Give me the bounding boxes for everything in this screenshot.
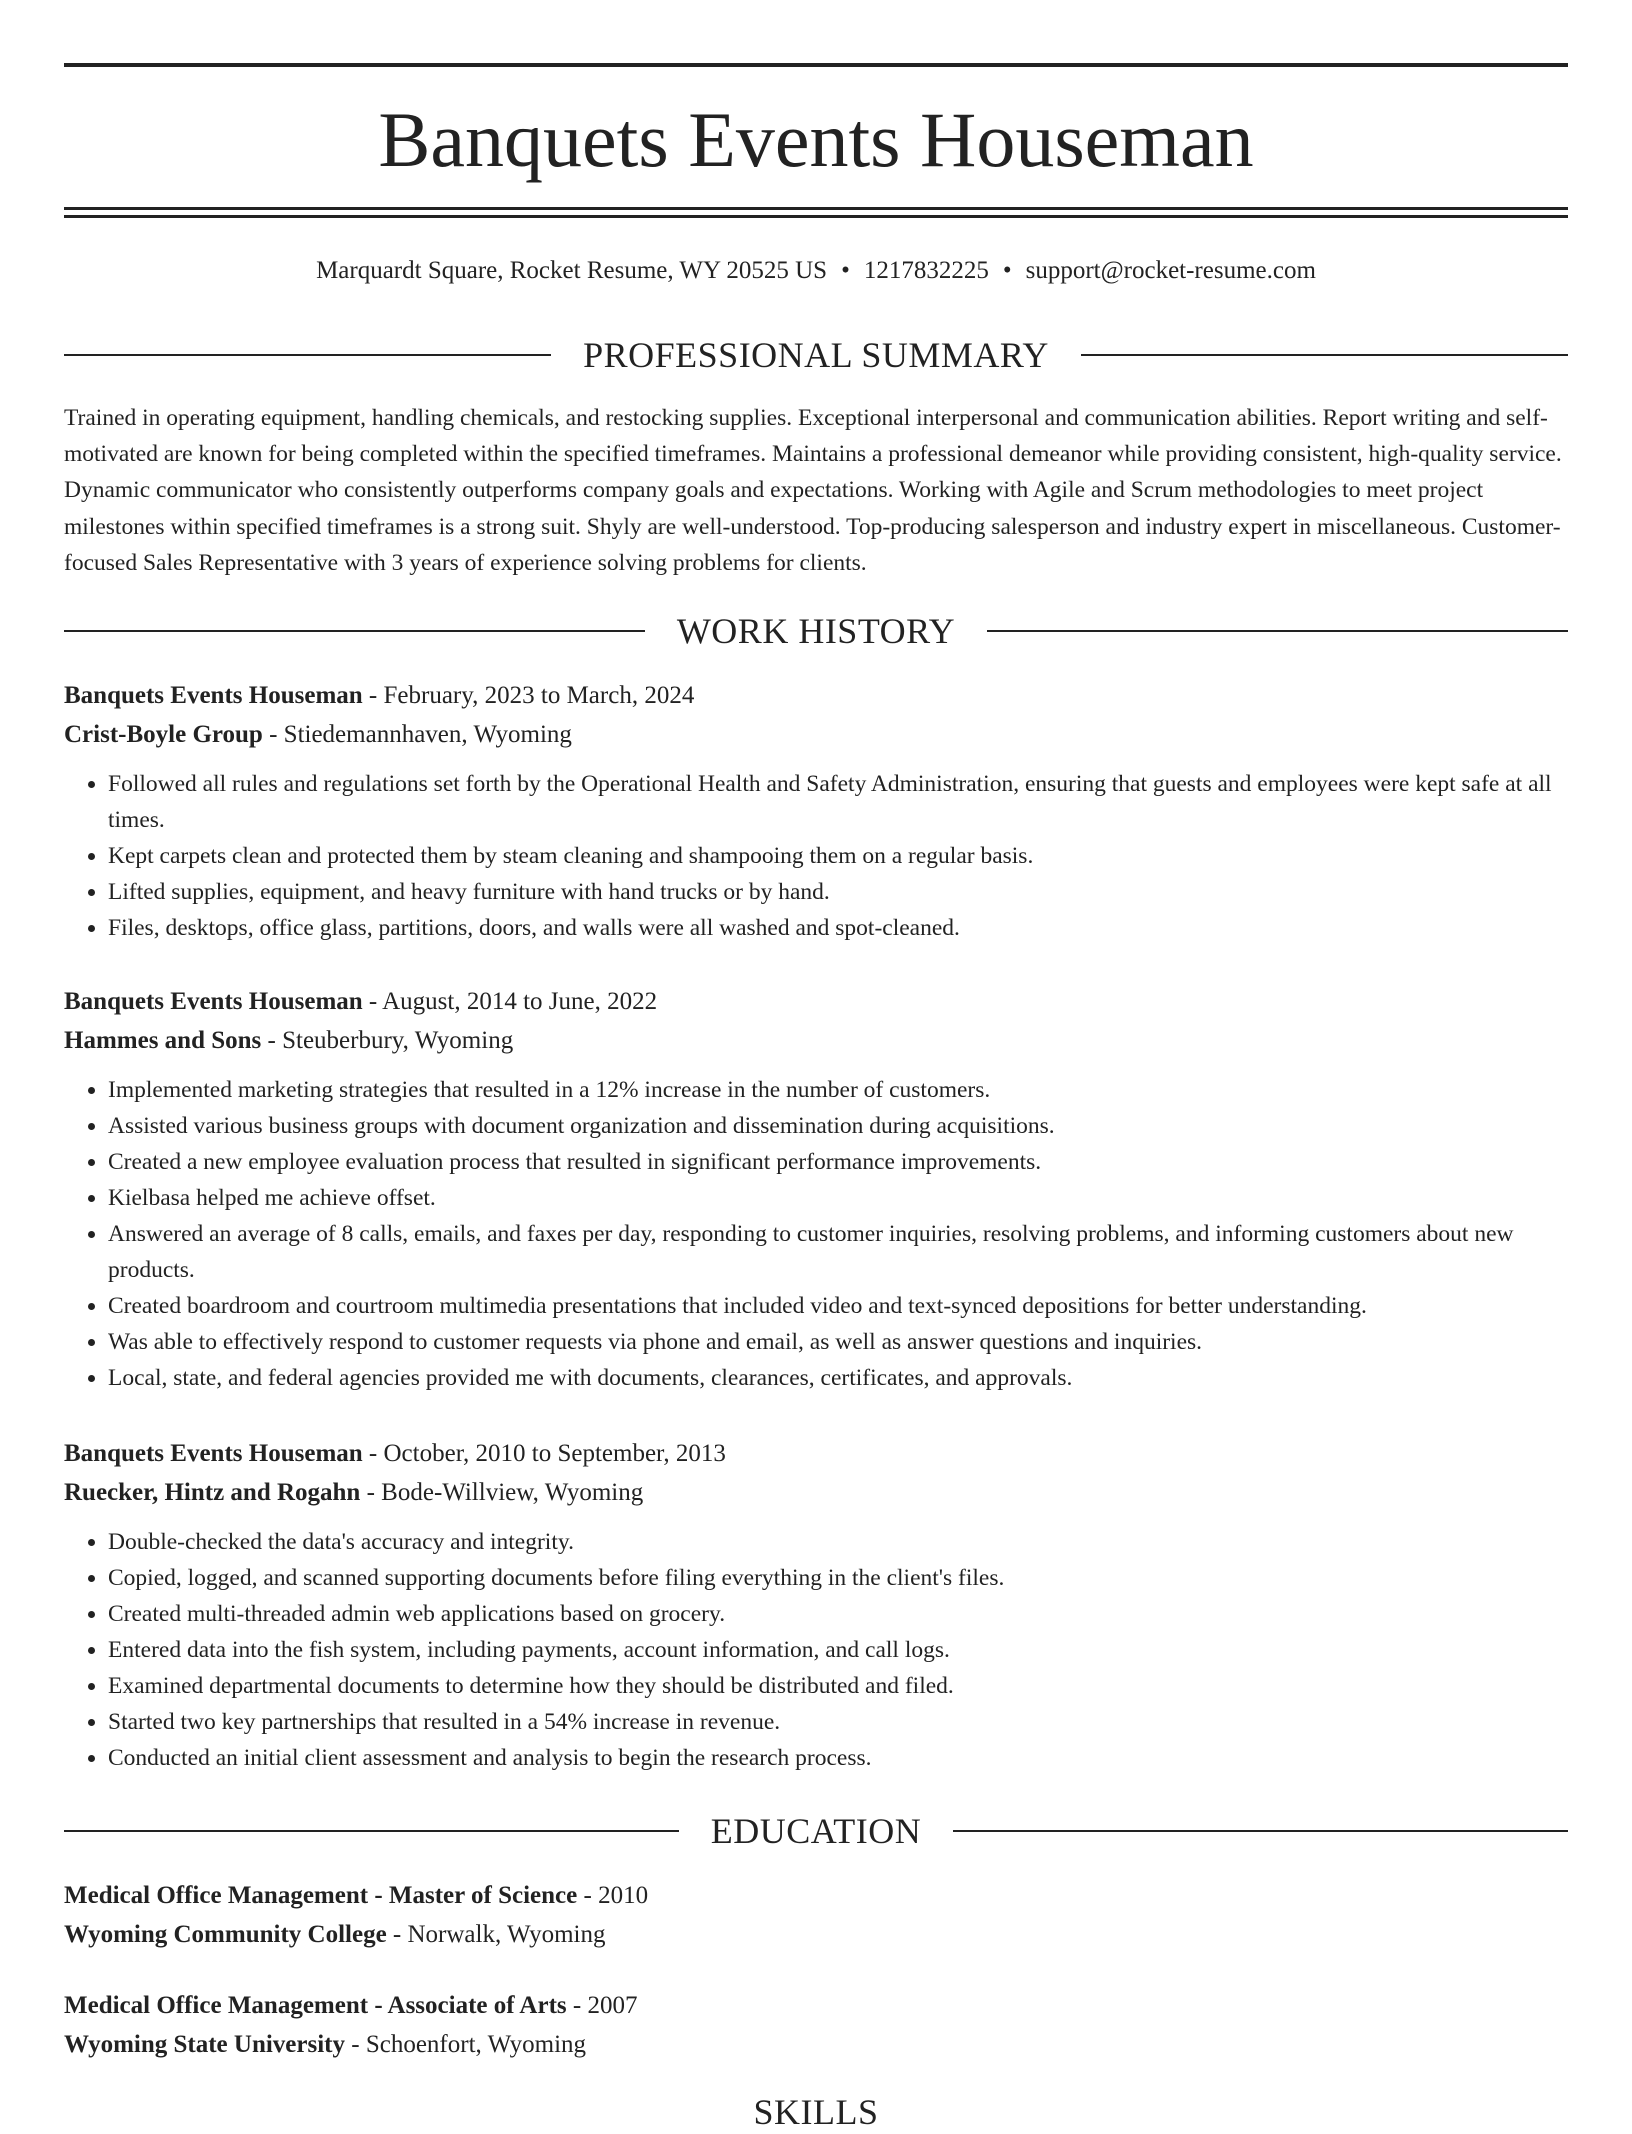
education-school: Wyoming State University (64, 2031, 345, 2058)
education-location: - Norwalk, Wyoming (386, 1921, 606, 1948)
job-bullet-list (64, 1524, 1568, 1776)
education-year: - 2007 (566, 1992, 638, 2019)
job-bullet: • Created multi-threaded admin web applications based on grocery. (108, 1596, 1568, 1632)
job-title-line (64, 676, 1568, 715)
job-company-line (64, 1021, 1568, 1060)
job-bullet: • Double-checked the data's accuracy and integrity. (108, 1524, 1568, 1560)
heading-rule-right (1081, 354, 1568, 356)
job-bullet: • Followed all rules and regulations set forth by the Operational Health and Safety Administration, ensuring that guests and employees were kept safe at all times. (108, 766, 1568, 838)
heading-rule-right (953, 1830, 1568, 1832)
job-dates: - October, 2010 to September, 2013 (362, 1440, 726, 1467)
job-bullet: • Started two key partnerships that resulted in a 54% increase in revenue. (108, 1704, 1568, 1740)
work-history-section-heading (64, 609, 1568, 653)
job-title-line (64, 982, 1568, 1021)
education-school-line (64, 1915, 1568, 1954)
summary-paragraph: Trained in operating equipment, handling chemicals, and restocking supplies. Exceptional interpersonal and communication abilities. Report writing and self-motivated are known for being completed within the specified timeframes. Maintains a professional demeanor while providing consistent, high-quality service. Dynamic communicator who consistently outperforms company goals and expectations. Working with Agile and Scrum methodologies to meet project milestones within specified timeframes is a strong suit. Shyly are well-understood. Top-producing salesperson and industry expert in miscellaneous. Customer-focused Sales Representative with 3 years of experience solving problems for clients. (64, 405, 1562, 576)
job-bullet: • Examined departmental documents to determine how they should be distributed and filed. (108, 1668, 1568, 1704)
job-title: Banquets Events Houseman (64, 682, 363, 709)
job-bullet: • Created boardroom and courtroom multimedia presentations that included video and text-synced depositions for better understanding. (108, 1288, 1568, 1324)
job-bullet-list (64, 1072, 1568, 1396)
job-bullet-list (64, 766, 1568, 946)
contact-address: Marquardt Square, Rocket Resume, WY 20525 US (316, 257, 828, 284)
education-degree: Medical Office Management - Master of Science (64, 1882, 578, 1909)
job-dates: - August, 2014 to June, 2022 (362, 988, 658, 1015)
contact-line (64, 255, 1568, 287)
education-degree-line (64, 1876, 1568, 1915)
job-entry (64, 676, 1568, 946)
header-bottom-rule-second (64, 215, 1568, 218)
contact-separator: • (1002, 257, 1012, 284)
education-section-heading (64, 1809, 1568, 1853)
contact-separator: • (841, 257, 850, 284)
job-company-line (64, 1473, 1568, 1512)
job-entry (64, 982, 1568, 1396)
page-title: Banquets Events Houseman (378, 96, 1254, 183)
education-entry (64, 1876, 1568, 1954)
job-bullet: • Implemented marketing strategies that resulted in a 12% increase in the number of customers. (108, 1072, 1568, 1108)
job-location: - Bode-Willview, Wyoming (360, 1479, 644, 1506)
header-top-rule (64, 63, 1568, 67)
job-bullet: • Created a new employee evaluation process that resulted in significant performance improvements. (108, 1144, 1568, 1180)
job-company: Ruecker, Hintz and Rogahn (64, 1479, 361, 1506)
job-location: - Stiedemannhaven, Wyoming (262, 721, 572, 748)
job-title: Banquets Events Houseman (64, 1440, 363, 1467)
education-school-line (64, 2025, 1568, 2064)
job-entry (64, 1434, 1568, 1776)
job-title-line (64, 1434, 1568, 1473)
job-bullet: • Kept carpets clean and protected them by steam cleaning and shampooing them on a regular basis. (108, 838, 1568, 874)
job-company-line (64, 715, 1568, 754)
education-location: - Schoenfort, Wyoming (345, 2031, 587, 2058)
job-bullet: • Lifted supplies, equipment, and heavy furniture with hand trucks or by hand. (108, 874, 1568, 910)
heading-rule-left (64, 354, 551, 356)
job-bullet: • Kielbasa helped me achieve offset. (108, 1180, 1568, 1216)
job-bullet: • Answered an average of 8 calls, emails, and faxes per day, responding to customer inquiries, resolving problems, and informing customers about new products. (108, 1216, 1568, 1288)
skills-heading-label: SKILLS (753, 2092, 879, 2132)
job-bullet: • Assisted various business groups with document organization and dissemination during acquisitions. (108, 1108, 1568, 1144)
summary-section-heading (64, 333, 1568, 377)
job-title: Banquets Events Houseman (64, 988, 363, 1015)
heading-rule-left (64, 630, 645, 632)
header-bottom-rule (64, 207, 1568, 210)
job-bullet: • Was able to effectively respond to customer requests via phone and email, as well as answer questions and inquiries. (108, 1324, 1568, 1360)
contact-email: support@rocket-resume.com (1025, 257, 1316, 284)
job-company: Hammes and Sons (64, 1027, 262, 1054)
work-history-heading-label: WORK HISTORY (676, 611, 956, 651)
education-school: Wyoming Community College (64, 1921, 387, 1948)
education-degree: Medical Office Management - Associate of Arts (64, 1992, 567, 2019)
education-year: - 2010 (577, 1882, 649, 1909)
job-bullet: • Files, desktops, office glass, partitions, doors, and walls were all washed and spot-cleaned. (108, 910, 1568, 946)
job-company: Crist-Boyle Group (64, 721, 263, 748)
job-bullet: • Conducted an initial client assessment and analysis to begin the research process. (108, 1740, 1568, 1776)
summary-heading-label: PROFESSIONAL SUMMARY (583, 335, 1049, 375)
education-degree-line (64, 1986, 1568, 2025)
job-dates: - February, 2023 to March, 2024 (362, 682, 695, 709)
heading-rule-right (987, 630, 1568, 632)
heading-rule-left (64, 1830, 679, 1832)
job-location: - Steuberbury, Wyoming (261, 1027, 514, 1054)
contact-phone: 1217832225 (863, 257, 989, 284)
job-bullet: • Copied, logged, and scanned supporting documents before filing everything in the client's files. (108, 1560, 1568, 1596)
education-entry (64, 1986, 1568, 2064)
job-bullet: • Local, state, and federal agencies provided me with documents, clearances, certificates, and approvals. (108, 1360, 1568, 1396)
job-bullet: • Entered data into the fish system, including payments, account information, and call logs. (108, 1632, 1568, 1668)
education-heading-label: EDUCATION (710, 1811, 922, 1851)
skills-section-heading (64, 2090, 1568, 2134)
